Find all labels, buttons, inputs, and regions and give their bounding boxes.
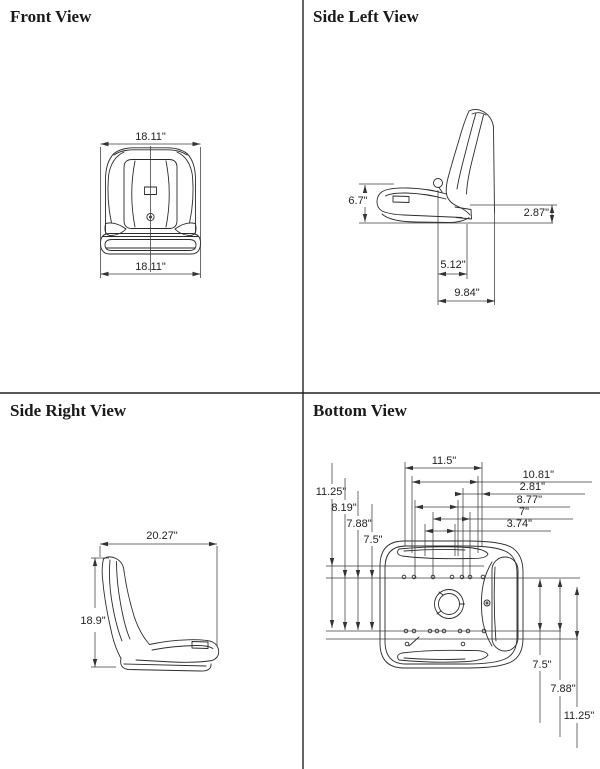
bottom-dim-left-11-25: 11.25": [315, 486, 347, 498]
bottom-dim-left-8-19: 8.19": [331, 502, 357, 514]
bottom-dim-3-74: 3.74": [506, 518, 532, 530]
bottom-dim-right-7-5: 7.5": [532, 659, 552, 671]
side-right-depth-dim: 20.27": [146, 530, 178, 542]
side-left-hole-spacing-dim: 5.12": [440, 259, 466, 271]
bottom-dim-right-7-88: 7.88": [550, 683, 576, 695]
bottom-dim-8-77: 8.77": [516, 494, 542, 506]
bottom-seat-pan-drawing: [380, 541, 523, 668]
small-mount-hole: [484, 600, 490, 606]
side-left-seat-drawing: [377, 109, 495, 222]
bottom-view-dimensions: [316, 455, 595, 748]
bottom-dim-right-11-25: 11.25": [563, 710, 595, 722]
bottom-dim-2-81: 2.81": [519, 481, 545, 493]
side-left-base-depth-dim: 9.84": [454, 287, 480, 299]
bottom-dim-11-5: 11.5": [431, 455, 457, 467]
front-view-dimensions: [101, 131, 201, 278]
bottom-dim-10-81: 10.81": [522, 469, 554, 481]
side-right-view: [10, 401, 219, 671]
bottom-dim-7: 7": [518, 506, 529, 518]
front-width-bottom-dim: 18.11": [135, 261, 166, 273]
front-width-top-dim: 18.11": [135, 131, 166, 143]
side-right-height-dim: 18.9": [80, 615, 106, 627]
side-right-view-title: Side Right View: [10, 401, 127, 420]
side-left-view: [313, 7, 557, 305]
side-left-dimensions: [348, 184, 557, 305]
side-left-view-title: Side Left View: [313, 7, 419, 26]
side-left-rear-offset-dim: 2.87": [523, 207, 549, 219]
side-right-dimensions: [80, 530, 217, 667]
pan-outer-outline: [380, 541, 523, 668]
front-view-title: Front View: [10, 7, 92, 26]
bottom-dim-left-7-5: 7.5": [363, 534, 383, 546]
side-right-seat-drawing: [102, 557, 219, 671]
front-view: [10, 7, 201, 278]
bottom-view-title: Bottom View: [313, 401, 407, 420]
side-left-back-height-dim: 6.7": [348, 195, 368, 207]
pan-inner-outline: [385, 546, 517, 664]
bottom-view: [313, 401, 594, 748]
side-left-adjust-knob: [434, 179, 443, 188]
bottom-dim-left-7-88: 7.88": [346, 518, 372, 530]
